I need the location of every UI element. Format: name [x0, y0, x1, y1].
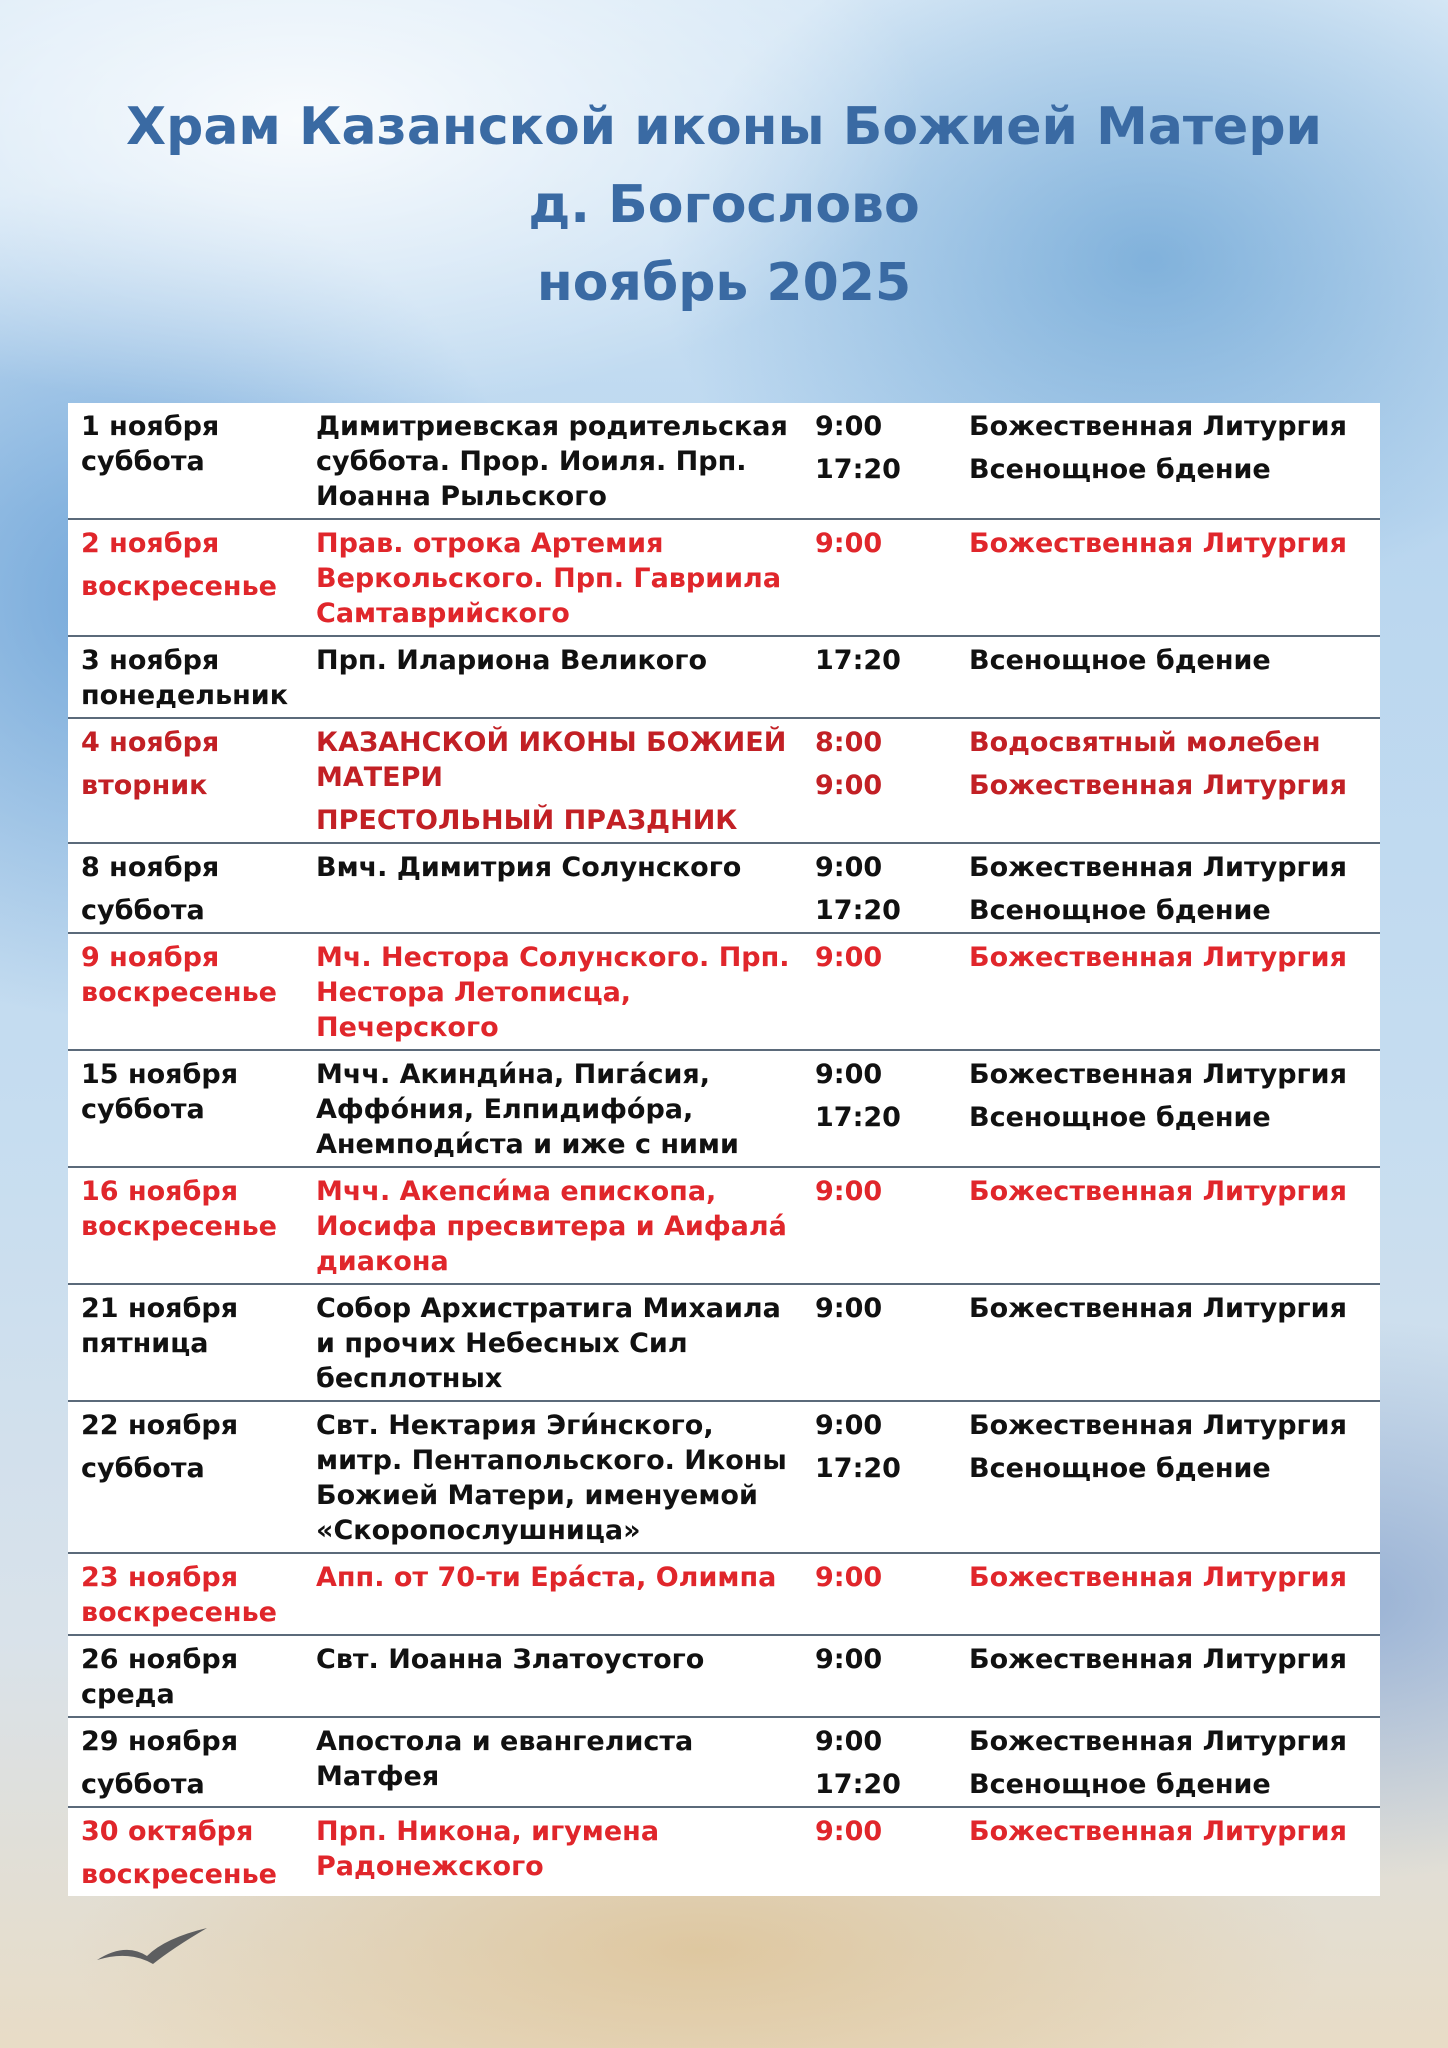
date-cell	[68, 933, 303, 1050]
time-cell	[802, 1635, 956, 1717]
table-row	[68, 1807, 1380, 1896]
table-row	[68, 519, 1380, 636]
service-cell	[956, 1717, 1380, 1807]
service-name: Божественная Литургия	[969, 411, 1347, 442]
service-cell	[956, 636, 1380, 718]
service-name: Божественная Литургия	[969, 1176, 1347, 1207]
date-text: 23 ноября	[81, 1562, 239, 1593]
service-cell	[956, 519, 1380, 636]
service-time: 9:00	[815, 942, 883, 973]
table-row	[68, 718, 1380, 843]
service-name: Божественная Литургия	[969, 528, 1347, 559]
date-text: 9 ноября	[81, 942, 220, 973]
date-text: 4 ноября	[81, 727, 220, 758]
service-name: Божественная Литургия	[969, 1816, 1347, 1847]
service-time: 9:00	[815, 770, 883, 801]
service-name: Божественная Литургия	[969, 1562, 1347, 1593]
date-text: 2 ноября	[81, 528, 220, 559]
commemoration-cell	[303, 933, 802, 1050]
service-name: Божественная Литургия	[969, 1644, 1347, 1675]
date-text: 30 октября	[81, 1816, 254, 1847]
commemoration-line: МАТЕРИ	[316, 762, 444, 793]
service-cell	[956, 843, 1380, 933]
date-cell	[68, 1167, 303, 1284]
table-row	[68, 636, 1380, 718]
commemoration-cell	[303, 1807, 802, 1896]
date-cell	[68, 1807, 303, 1896]
service-name: Всенощное бдение	[969, 895, 1271, 926]
time-cell	[802, 403, 956, 519]
weekday-text: воскресенье	[81, 571, 277, 602]
commemoration-cell	[303, 1050, 802, 1167]
service-time: 9:00	[815, 1726, 883, 1757]
commemoration-line: Веркольского. Прп. Гавриила	[316, 563, 782, 594]
weekday-text: суббота	[81, 895, 205, 926]
commemoration-line: Прп. Никона, игумена	[316, 1816, 660, 1847]
weekday-text: вторник	[81, 770, 208, 801]
date-text: 16 ноября	[81, 1176, 239, 1207]
date-cell	[68, 1284, 303, 1401]
commemoration-line: и прочих Небесных Сил	[316, 1328, 688, 1359]
commemoration-cell	[303, 843, 802, 933]
commemoration-line: Божией Матери, именуемой	[316, 1480, 758, 1511]
service-name: Божественная Литургия	[969, 1410, 1347, 1441]
commemoration-line: Аффо́ния, Елпидифо́ра,	[316, 1094, 694, 1125]
service-time: 17:20	[815, 454, 901, 485]
commemoration-line: Мчч. Акепси́ма епископа,	[316, 1176, 717, 1207]
schedule-body	[68, 403, 1380, 1896]
commemoration-line: Апп. от 70-ти Ера́ста, Олимпа	[316, 1562, 777, 1593]
commemoration-line: Радонежского	[316, 1851, 544, 1882]
table-row	[68, 1717, 1380, 1807]
weekday-text: суббота	[81, 1453, 205, 1484]
commemoration-cell	[303, 1635, 802, 1717]
service-name: Божественная Литургия	[969, 1726, 1347, 1757]
table-row	[68, 1167, 1380, 1284]
commemoration-line: Свт. Иоанна Златоустого	[316, 1644, 705, 1675]
commemoration-line: Нестора Летописца,	[316, 977, 632, 1008]
date-cell	[68, 1401, 303, 1553]
time-cell	[802, 1167, 956, 1284]
commemoration-cell	[303, 636, 802, 718]
service-name: Божественная Литургия	[969, 770, 1347, 801]
service-cell	[956, 1401, 1380, 1553]
table-row	[68, 843, 1380, 933]
commemoration-line: митр. Пентапольского. Иконы	[316, 1445, 787, 1476]
commemoration-line: Иосифа пресвитера и Аифала́	[316, 1211, 787, 1242]
service-cell	[956, 1553, 1380, 1635]
service-cell	[956, 1050, 1380, 1167]
weekday-text: воскресенье	[81, 1859, 277, 1890]
time-cell	[802, 1284, 956, 1401]
commemoration-line: Иоанна Рыльского	[316, 481, 607, 512]
commemoration-line: Матфея	[316, 1761, 440, 1792]
service-time: 17:20	[815, 895, 901, 926]
commemoration-line: Свт. Нектария Эги́нского,	[316, 1410, 714, 1441]
commemoration-line: Мчч. Акинди́на, Пига́сия,	[316, 1059, 711, 1090]
service-name: Всенощное бдение	[969, 454, 1271, 485]
schedule-table	[68, 403, 1380, 1896]
date-cell	[68, 1553, 303, 1635]
weekday-text: среда	[81, 1679, 175, 1710]
commemoration-line: КАЗАНСКОЙ ИКОНЫ БОЖИЕЙ	[316, 727, 787, 758]
service-name: Всенощное бдение	[969, 1102, 1271, 1133]
commemoration-line: Апостола и евангелиста	[316, 1726, 694, 1757]
service-time: 17:20	[815, 645, 901, 676]
service-time: 9:00	[815, 1644, 883, 1675]
service-time: 9:00	[815, 1562, 883, 1593]
table-row	[68, 1635, 1380, 1717]
service-time: 9:00	[815, 528, 883, 559]
date-cell	[68, 718, 303, 843]
time-cell	[802, 636, 956, 718]
table-row	[68, 1050, 1380, 1167]
date-cell	[68, 1050, 303, 1167]
time-cell	[802, 718, 956, 843]
service-time: 9:00	[815, 1176, 883, 1207]
date-text: 15 ноября	[81, 1059, 239, 1090]
service-time: 17:20	[815, 1453, 901, 1484]
date-text: 21 ноября	[81, 1293, 239, 1324]
service-time: 9:00	[815, 1410, 883, 1441]
service-cell	[956, 1807, 1380, 1896]
commemoration-cell	[303, 1167, 802, 1284]
month-year: ноябрь 2025	[536, 253, 912, 313]
date-cell	[68, 519, 303, 636]
service-cell	[956, 1284, 1380, 1401]
table-row	[68, 1284, 1380, 1401]
page-title	[0, 88, 1448, 322]
weekday-text: воскресенье	[81, 977, 277, 1008]
weekday-text: воскресенье	[81, 1597, 277, 1628]
date-text: 3 ноября	[81, 645, 220, 676]
date-text: 26 ноября	[81, 1644, 239, 1675]
date-cell	[68, 1635, 303, 1717]
date-text: 22 ноября	[81, 1410, 239, 1441]
service-name: Всенощное бдение	[969, 1769, 1271, 1800]
service-time: 8:00	[815, 727, 883, 758]
date-text: 29 ноября	[81, 1726, 239, 1757]
time-cell	[802, 1401, 956, 1553]
commemoration-cell	[303, 718, 802, 843]
time-cell	[802, 1807, 956, 1896]
commemoration-cell	[303, 1401, 802, 1553]
service-time: 17:20	[815, 1102, 901, 1133]
church-name: Храм Казанской иконы Божией Матери	[126, 97, 1322, 157]
commemoration-line: Печерского	[316, 1012, 499, 1043]
weekday-text: понедельник	[81, 680, 289, 711]
table-row	[68, 1401, 1380, 1553]
date-cell	[68, 843, 303, 933]
commemoration-line: Вмч. Димитрия Солунского	[316, 852, 742, 883]
commemoration-cell	[303, 519, 802, 636]
service-cell	[956, 403, 1380, 519]
service-time: 9:00	[815, 411, 883, 442]
time-cell	[802, 843, 956, 933]
commemoration-line: диакона	[316, 1246, 449, 1277]
service-cell	[956, 718, 1380, 843]
service-time: 9:00	[815, 1293, 883, 1324]
weekday-text: суббота	[81, 1094, 205, 1125]
service-cell	[956, 1635, 1380, 1717]
table-row	[68, 933, 1380, 1050]
commemoration-line: ПРЕСТОЛЬНЫЙ ПРАЗДНИК	[316, 805, 738, 836]
time-cell	[802, 1553, 956, 1635]
commemoration-line: Самтаврийского	[316, 598, 570, 629]
commemoration-cell	[303, 1553, 802, 1635]
date-cell	[68, 403, 303, 519]
time-cell	[802, 1050, 956, 1167]
service-cell	[956, 1167, 1380, 1284]
seagull-icon	[95, 1920, 215, 1980]
commemoration-cell	[303, 403, 802, 519]
time-cell	[802, 519, 956, 636]
service-name: Божественная Литургия	[969, 852, 1347, 883]
village-name: д. Богослово	[528, 175, 920, 235]
commemoration-line: Прп. Илариона Великого	[316, 645, 708, 676]
time-cell	[802, 933, 956, 1050]
commemoration-line: Собор Архистратига Михаила	[316, 1293, 781, 1324]
date-text: 1 ноября	[81, 411, 220, 442]
weekday-text: воскресенье	[81, 1211, 277, 1242]
service-time: 9:00	[815, 852, 883, 883]
service-name: Водосвятный молебен	[969, 727, 1321, 758]
service-time: 17:20	[815, 1769, 901, 1800]
weekday-text: суббота	[81, 446, 205, 477]
commemoration-line: Димитриевская родительская	[316, 411, 788, 442]
commemoration-line: бесплотных	[316, 1363, 503, 1394]
commemoration-line: «Скоропослушница»	[316, 1515, 641, 1546]
service-name: Всенощное бдение	[969, 645, 1271, 676]
service-time: 9:00	[815, 1816, 883, 1847]
commemoration-line: Анемподи́ста и иже с ними	[316, 1129, 739, 1160]
service-name: Божественная Литургия	[969, 1293, 1347, 1324]
commemoration-cell	[303, 1717, 802, 1807]
service-name: Всенощное бдение	[969, 1453, 1271, 1484]
table-row	[68, 1553, 1380, 1635]
date-text: 8 ноября	[81, 852, 220, 883]
service-name: Божественная Литургия	[969, 1059, 1347, 1090]
time-cell	[802, 1717, 956, 1807]
weekday-text: суббота	[81, 1769, 205, 1800]
service-name: Божественная Литургия	[969, 942, 1347, 973]
commemoration-cell	[303, 1284, 802, 1401]
service-cell	[956, 933, 1380, 1050]
service-time: 9:00	[815, 1059, 883, 1090]
date-cell	[68, 1717, 303, 1807]
table-row	[68, 403, 1380, 519]
commemoration-line: суббота. Прор. Иоиля. Прп.	[316, 446, 747, 477]
weekday-text: пятница	[81, 1328, 209, 1359]
commemoration-line: Прав. отрока Артемия	[316, 528, 664, 559]
commemoration-line: Мч. Нестора Солунского. Прп.	[316, 942, 790, 973]
date-cell	[68, 636, 303, 718]
